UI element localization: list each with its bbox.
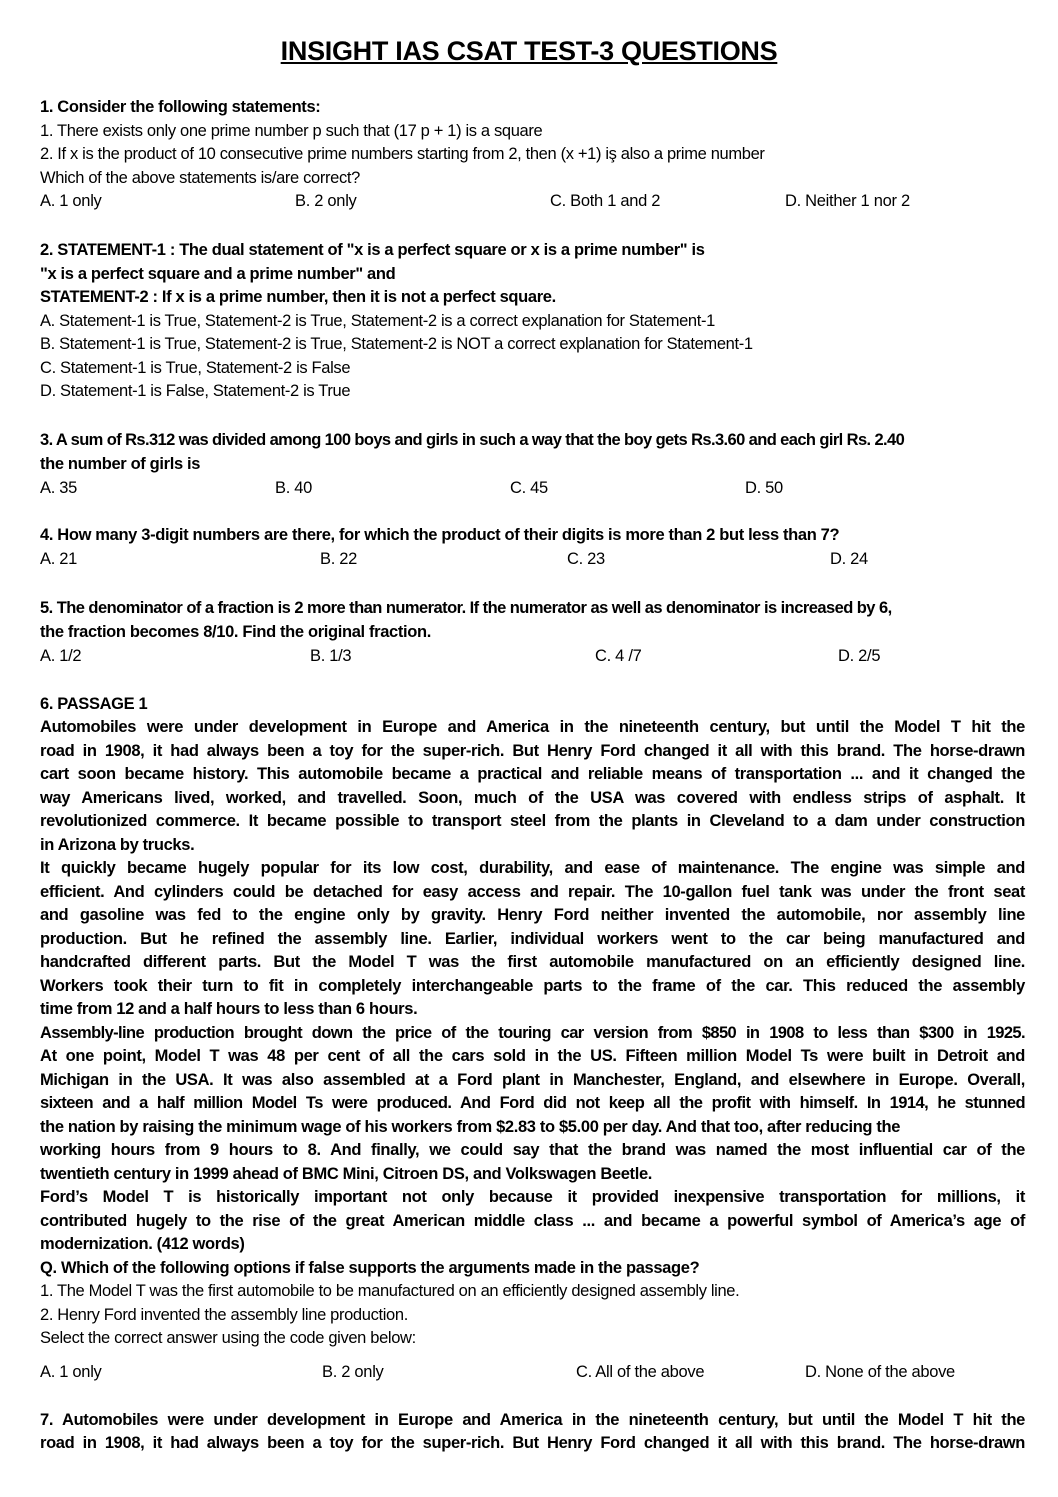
passage-line: road in 1908, it had always been a toy for the super-rich. But Henry Ford changed it all with this brand. The horse-drawn (40, 742, 1025, 760)
passage-line: 7. Automobiles were under development in Europe and America in the nineteenth century, but until the Model T hit the (40, 1411, 1025, 1429)
question-4-option-d[interactable]: D. 24 (830, 550, 868, 568)
question-3-option-b[interactable]: B. 40 (275, 479, 313, 497)
passage-line: contributed hugely to the rise of the great American middle class ... and became a powerful symbol of America’s age of (40, 1212, 1025, 1230)
question-1-prompt: Which of the above statements is/are correct? (40, 169, 360, 187)
passage-line: Michigan in the USA. It was also assembled at a Ford plant in Manchester, England, and elsewhere in Europe. Overall, (40, 1071, 1025, 1089)
question-6-statement-2: 2. Henry Ford invented the assembly line production. (40, 1306, 408, 1324)
passage-line: sixteen and a half million Model Ts were produced. And Ford did not keep all the profit with himself. In 1914, he stunned (40, 1094, 1025, 1112)
passage-line: It quickly became hugely popular for its low cost, durability, and ease of maintenance. The engine was simple and (40, 859, 1025, 877)
passage-line: efficient. And cylinders could be detached for easy access and repair. The 10-gallon fuel tank was under the front seat (40, 883, 1025, 901)
question-3-option-d[interactable]: D. 50 (745, 479, 783, 497)
question-6-option-b[interactable]: B. 2 only (322, 1363, 384, 1381)
passage-line: working hours from 9 hours to 8. And finally, we could say that the brand was named the most influential car of the (40, 1141, 1025, 1159)
question-1-option-a[interactable]: A. 1 only (40, 192, 102, 210)
question-6-prompt: Q. Which of the following options if false supports the arguments made in the passage? (40, 1259, 700, 1277)
question-1-option-c[interactable]: C. Both 1 and 2 (550, 192, 661, 210)
passage-line: Automobiles were under development in Europe and America in the nineteenth century, but until the Model T hit the (40, 718, 1025, 736)
question-1-statement-2: 2. If x is the product of 10 consecutive prime numbers starting from 2, then (x +1) iş also a prime number (40, 145, 765, 163)
question-5-heading-cont: the fraction becomes 8/10. Find the original fraction. (40, 623, 431, 641)
question-5-option-d[interactable]: D. 2/5 (838, 647, 881, 665)
passage-line: Assembly-line production brought down the price of the touring car version from $850 in 1908 to less than $300 in 1925. (40, 1024, 1025, 1042)
passage-line: way Americans lived, worked, and travelled. Soon, much of the USA was covered with endless strips of asphalt. It (40, 789, 1025, 807)
question-3-heading: 3. A sum of Rs.312 was divided among 100 boys and girls in such a way that the boy gets Rs.3.60 and each girl Rs. 2.40 (40, 431, 905, 449)
passage-line: and gasoline was fed to the engine only by gravity. Henry Ford neither invented the automobile, nor assembly line (40, 906, 1025, 924)
passage-line: the nation by raising the minimum wage of his workers from $2.83 to $5.00 per day. And that too, after reducing the (40, 1118, 901, 1136)
passage-line: twentieth century in 1999 ahead of BMC Mini, Citroen DS, and Volkswagen Beetle. (40, 1165, 652, 1183)
question-6-option-d[interactable]: D. None of the above (805, 1363, 955, 1381)
passage-line: time from 12 and a half hours to less than 6 hours. (40, 1000, 418, 1018)
question-4-option-a[interactable]: A. 21 (40, 550, 78, 568)
page-title: INSIGHT IAS CSAT TEST-3 QUESTIONS (280, 36, 778, 66)
question-1-option-d[interactable]: D. Neither 1 nor 2 (785, 192, 910, 210)
passage-line: modernization. (412 words) (40, 1235, 245, 1253)
question-6-instruction: Select the correct answer using the code given below: (40, 1329, 416, 1347)
question-4-option-b[interactable]: B. 22 (320, 550, 358, 568)
passage-line: road in 1908, it had always been a toy for the super-rich. But Henry Ford changed it all with this brand. The horse-drawn (40, 1434, 1025, 1452)
question-3-option-c[interactable]: C. 45 (510, 479, 548, 497)
passage-line: At one point, Model T was 48 per cent of all the cars sold in the US. Fifteen million Model Ts were built in Detroit and (40, 1047, 1025, 1065)
question-6-statement-1: 1. The Model T was the first automobile to be manufactured on an efficiently designed assembly line. (40, 1282, 740, 1300)
question-2-option-d[interactable]: D. Statement-1 is False, Statement-2 is True (40, 382, 351, 400)
passage-heading: 6. PASSAGE 1 (40, 695, 148, 713)
question-5-option-b[interactable]: B. 1/3 (310, 647, 352, 665)
question-2-statement-1-cont: "x is a perfect square and a prime number" and (40, 265, 396, 283)
question-3-heading-cont: the number of girls is (40, 455, 201, 473)
question-4-option-c[interactable]: C. 23 (567, 550, 605, 568)
question-1-option-b[interactable]: B. 2 only (295, 192, 357, 210)
question-5-heading: 5. The denominator of a fraction is 2 more than numerator. If the numerator as well as denominator is increased by 6, (40, 599, 892, 617)
passage-line: cart soon became history. This automobile became a practical and reliable means of transportation ... and it changed the (40, 765, 1025, 783)
question-1-heading: 1. Consider the following statements: (40, 98, 321, 116)
question-2-statement-2: STATEMENT-2 : If x is a prime number, then it is not a perfect square. (40, 288, 556, 306)
passage-line: handcrafted different parts. But the Model T was the first automobile manufactured on an efficiently designed line. (40, 953, 1025, 971)
question-2-option-c[interactable]: C. Statement-1 is True, Statement-2 is False (40, 359, 351, 377)
question-3-option-a[interactable]: A. 35 (40, 479, 78, 497)
question-5-option-c[interactable]: C. 4 /7 (595, 647, 642, 665)
question-1-statement-1: 1. There exists only one prime number p such that (17 p + 1) is a square (40, 122, 543, 140)
passage-line: Workers took their turn to fit in completely interchangeable parts to the frame of the car. This reduced the assembly (40, 977, 1025, 995)
passage-line: Ford’s Model T is historically important not only because it provided inexpensive transportation for millions, it (40, 1188, 1025, 1206)
question-2-option-a[interactable]: A. Statement-1 is True, Statement-2 is True, Statement-2 is a correct explanation for Statement-1 (40, 312, 715, 330)
question-6-option-a[interactable]: A. 1 only (40, 1363, 102, 1381)
question-2-option-b[interactable]: B. Statement-1 is True, Statement-2 is True, Statement-2 is NOT a correct explanation for Statement-1 (40, 335, 753, 353)
question-4-heading: 4. How many 3-digit numbers are there, for which the product of their digits is more than 2 but less than 7? (40, 526, 840, 544)
question-6-option-c[interactable]: C. All of the above (576, 1363, 705, 1381)
passage-line: production. But he refined the assembly line. Earlier, individual workers went to the car being manufactured and (40, 930, 1025, 948)
passage-line: in Arizona by trucks. (40, 836, 195, 854)
passage-line: revolutionized commerce. It became possible to transport steel from the plants in Cleveland to a dam under construction (40, 812, 1025, 830)
question-2-statement-1: 2. STATEMENT-1 : The dual statement of "x is a perfect square or x is a prime number" is (40, 241, 705, 259)
question-5-option-a[interactable]: A. 1/2 (40, 647, 82, 665)
